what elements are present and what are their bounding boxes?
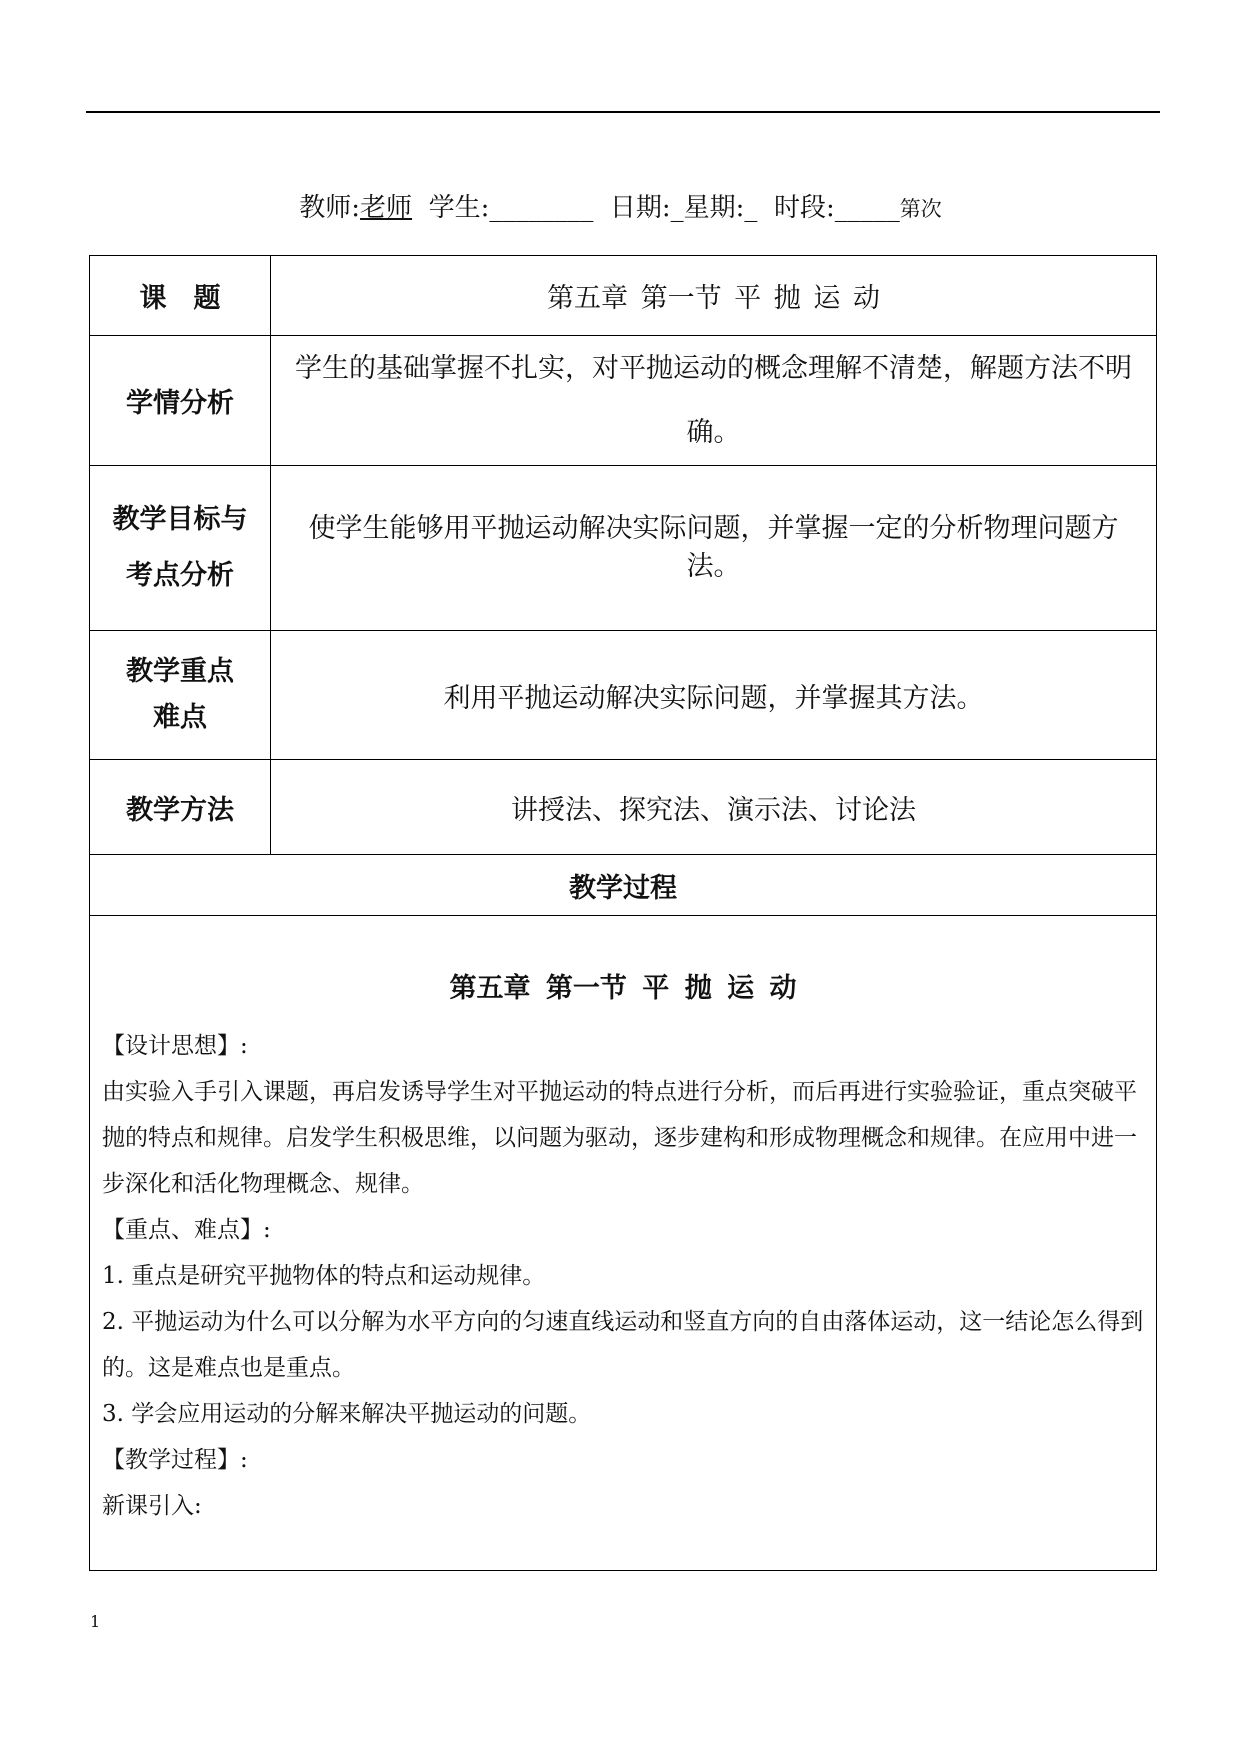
goals-value: 使学生能够用平抛运动解决实际问题，并掌握一定的分析物理问题方法。 [271,466,1157,631]
process-body [90,916,1157,1571]
method-row [90,760,1157,855]
point-3: 3. 学会应用运动的分解来解决平抛运动的问题。 [102,1401,592,1427]
point-2: 2. 平抛运动为什么可以分解为水平方向的匀速直线运动和竖直方向的自由落体运动，这一结论怎么得到的。这是难点也是重点。 [102,1309,1144,1381]
intro-label: 新课引入: [102,1493,202,1519]
key-difficulty-label [90,631,271,760]
body-title: 第五章 第一节 平 抛 运 动 [449,973,797,1004]
process-heading-row [90,855,1157,916]
method-value: 讲授法、探究法、演示法、讨论法 [271,760,1157,855]
student-blank: ________ [489,193,594,223]
page-number: 1 [90,1612,101,1631]
lesson-info-line [0,190,1241,227]
teacher-label: 教师: [299,193,361,223]
header-rule [86,111,1160,113]
design-text: 由实验入手引入课题，再启发诱导学生对平抛运动的特点进行分析，而后再进行实验验证，重点突破平抛的特点和规律。启发学生积极思维，以问题为驱动，逐步建构和形成物理概念和规律。在应用中进一步深化和活化物理概念、规律。 [102,1079,1137,1197]
analysis-value: 学生的基础掌握不扎实，对平抛运动的概念理解不清楚，解题方法不明确。 [271,336,1157,466]
goals-row [90,466,1157,631]
topic-label: 课 题 [90,256,271,336]
period-label: 时段: [773,193,835,223]
topic-row [90,256,1157,336]
key-label-line-2: 难点 [153,702,207,733]
key-label-line-1: 教学重点 [126,656,234,687]
teacher-name: 老师 [360,193,413,223]
topic-value: 第五章 第一节 平 抛 运 动 [271,256,1157,336]
key-difficulty-value: 利用平抛运动解决实际问题，并掌握其方法。 [271,631,1157,760]
goals-label-line-2: 考点分析 [126,560,234,591]
student-label: 学生: [428,193,490,223]
design-heading: 【设计思想】: [102,1033,248,1059]
process-heading: 教学过程 [90,855,1157,916]
date-label: 日期:_星期:_ [609,193,758,223]
analysis-label: 学情分析 [90,336,271,466]
key-difficulty-row [90,631,1157,760]
goals-label-line-1: 教学目标与 [112,504,248,535]
method-label: 教学方法 [90,760,271,855]
keypoints-heading: 【重点、难点】: [102,1217,271,1243]
analysis-row [90,336,1157,466]
goals-label [90,466,271,631]
session-suffix: 第次 [899,197,942,221]
lesson-plan-table [89,255,1157,1571]
teaching-process-heading: 【教学过程】: [102,1447,248,1473]
point-1: 1. 重点是研究平抛物体的特点和运动规律。 [102,1263,546,1289]
period-blank: _____ [834,193,900,223]
process-body-row [90,916,1157,1571]
